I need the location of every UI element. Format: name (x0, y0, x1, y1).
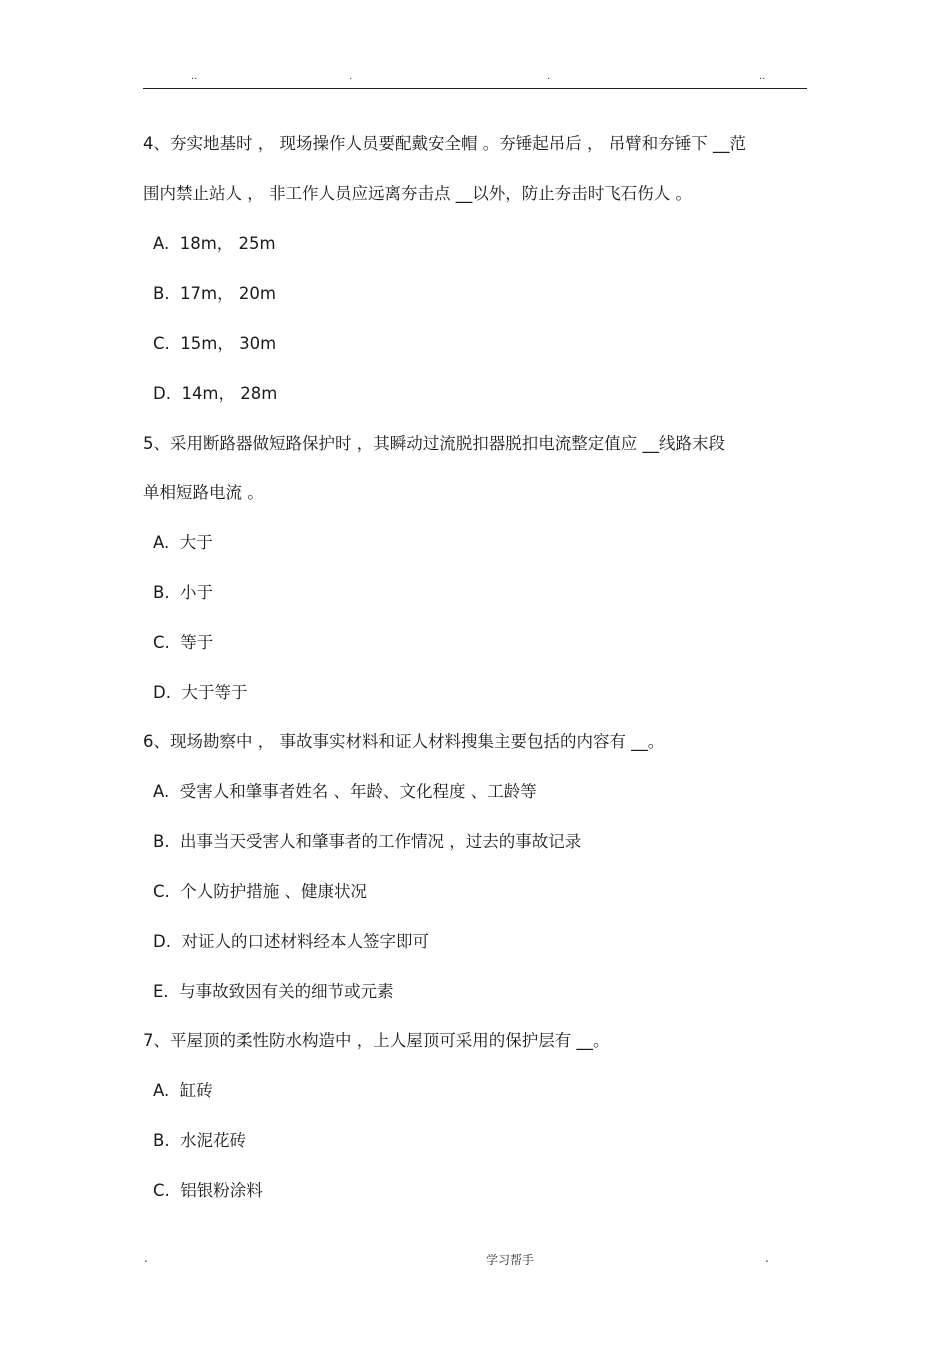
footer-mark-right: . (765, 1251, 769, 1265)
header-mark: .. (191, 71, 198, 82)
question-4-text: 4、夯实地基时 ， 现场操作人员要配戴安全帽 。夯锤起吊后 ， 吊臂和夯锤下 __范 (143, 134, 746, 153)
option-6d: D. 对证人的口述材料经本人签字即可 (153, 932, 429, 951)
option-7b: B. 水泥花砖 (153, 1131, 247, 1150)
header-mark: . (349, 71, 353, 82)
option-5d: D. 大于等于 (153, 683, 248, 702)
option-4d: D. 14m， 28m (153, 384, 278, 403)
option-7a: A. 缸砖 (153, 1081, 213, 1100)
question-5-text: 5、采用断路器做短路保护时 ，其瞬动过流脱扣器脱扣电流整定值应 __线路末段 (143, 434, 725, 453)
question-6-text: 6、现场勘察中 ， 事故事实材料和证人材料搜集主要包括的内容有 __。 (143, 732, 665, 751)
question-5-text: 单相短路电流 。 (143, 483, 264, 502)
option-4a: A. 18m， 25m (153, 234, 276, 253)
option-5a: A. 大于 (153, 533, 213, 552)
page-header (143, 66, 807, 89)
option-6e: E. 与事故致因有关的细节或元素 (153, 982, 394, 1001)
option-7c: C. 铝银粉涂料 (153, 1181, 263, 1200)
option-6b: B. 出事当天受害人和肇事者的工作情况 ，过去的事故记录 (153, 832, 582, 851)
question-7-text: 7、平屋顶的柔性防水构造中 ，上人屋顶可采用的保护层有 __。 (143, 1031, 610, 1050)
option-6a: A. 受害人和肇事者姓名 、年龄、文化程度 、工龄等 (153, 782, 537, 801)
option-4c: C. 15m， 30m (153, 334, 277, 353)
option-6c: C. 个人防护措施 、健康状况 (153, 882, 368, 901)
option-5b: B. 小于 (153, 583, 214, 602)
header-mark: .. (759, 71, 766, 82)
footer-title: 学习帮手 (486, 1253, 535, 1267)
question-4-text: 围内禁止站人 ， 非工作人员应远离夯击点 __以外，防止夯击时飞石伤人 。 (143, 184, 692, 203)
header-mark: . (547, 71, 551, 82)
option-4b: B. 17m， 20m (153, 284, 276, 303)
footer-mark-left: . (144, 1251, 148, 1265)
option-5c: C. 等于 (153, 633, 214, 652)
page-footer (0, 1251, 950, 1271)
